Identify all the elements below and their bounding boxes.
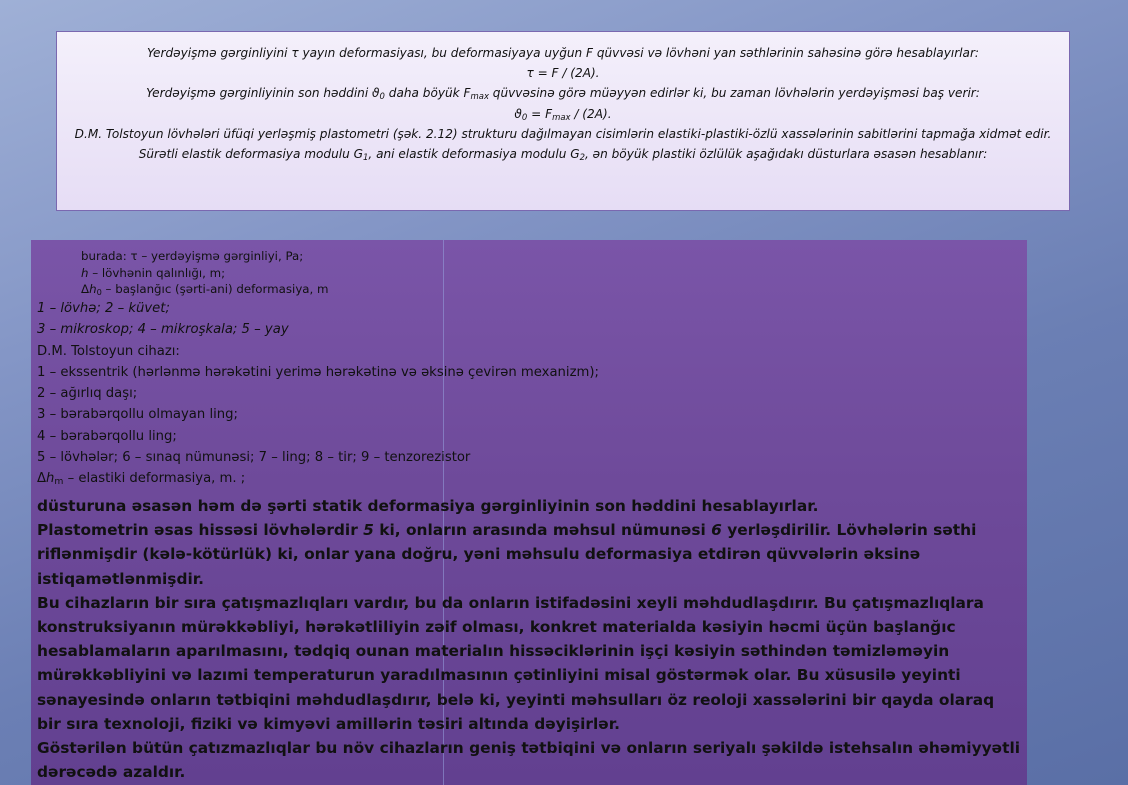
parts-line-7: 4 – bərabərqollu ling; [37, 428, 177, 444]
parts-line-4: 1 – ekssentrik (hərlənmə hərəkətini yerimə hərəkətinə və əksinə çevirən mexanizm); [37, 364, 599, 380]
modulus-sentence: Sürətli elastik deformasiya modulu $G_1$, ani elastik deformasiya modulu $G_2$, ən böyük plastiki özlülük aşağıdakı düsturlara əsasən hesablanır: [138, 147, 988, 163]
shear-stress-formula: τ = F / (2A). [526, 66, 600, 81]
parts-line-1: 1 – lövhə; 2 – küvet; [37, 301, 170, 316]
body-text [37, 494, 1022, 784]
parts-line-5: 2 – ağırlıq daşı; [37, 386, 138, 402]
legend-tau: burada: τ – yerdəyişmə gərginliyi, Pa; [81, 249, 304, 263]
body-paragraph-1: düsturuna əsasən həm də şərti statik deformasiya gərginliyinin son həddini hesablayırlar. [37, 497, 819, 515]
device-caption: D.M. Tolstoyun cihazı: [37, 343, 180, 359]
plastometer-description: D.M. Tolstoyun lövhələri üfüqi yerləşmiş plastometri (şək. 2.12) strukturu dağılmayan cisimlərin elastiki-plastiki-özlü xassələrinin sabitlərini tapmağa xidmət edir. [74, 126, 1052, 141]
body-paragraph-2: Plastometrin əsas hissəsi lövhələrdir 5 ki, onların arasında məhsul nümunəsi 6 yerləşdirilir. Lövhələrin səthi riflənmişdir (kələ-kötürlük) ki, onlar yana doğru, yəni məhsulu deformasiya etdirən qüvvələrin əksinə istiqamətlənmişdir. [37, 521, 977, 588]
body-paragraph-3: Bu cihazların bir sıra çatışmazlıqları vardır, bu da onların istifadəsini xeyli məhdudlaşdırır. Bu çatışmazlıqlara konstruksiyanın mürəkkəbliyi, hərəkətliliyin zəif olması, konkret materialda kəsiyin həcmi üçün başlanğıc hesablamaların aparılmasını, tədqiq ounan materialın hissəciklərinin işçi kəsiyin səthindən təmizləməyin mürəkkəbliyini və lazımi temperaturun yaradılmasının çətinliyini misal göstərmək olar. Bu xüsusilə yeyinti sənayesində onların tətbiqini məhdudlaşdırır, belə ki, yeyinti məhsulları öz reoloji xassələrini bir qayda olaraq bir sıra texnoloji, fiziki və kimyəvi amillərin təsiri altında dəyişirlər. [37, 593, 995, 733]
yield-limit-formula: $ϑ_0 = F_{max} / (2A)$. [514, 106, 612, 122]
formula-legend [81, 248, 329, 298]
parts-line-6: 3 – bərabərqollu olmayan ling; [37, 407, 238, 423]
legend-h: h – lövhənin qalınlığı, m; [81, 265, 226, 280]
parts-line-2: 3 – mikroskop; 4 – mikroşkala; 5 – yay [37, 322, 289, 338]
body-paragraph-4: Göstərilən bütün çatızmazlıqlar bu növ cihazların geniş tətbiqini və onların seriyalı şəkildə istehsalın əhəmiyyətli dərəcədə azaldır. [37, 739, 1020, 782]
device-parts-list [37, 298, 599, 490]
parts-line-9: $\Delta h_m$ – elastiki deformasiya, m. ; [37, 471, 246, 488]
shear-stress-sentence: Yerdəyişmə gərginliyini τ yayın deformasiyası, bu deformasiyaya uyğun F qüvvəsi və lövhəni yan səthlərinin sahəsinə görə hesablayırlar: [147, 46, 979, 60]
legend-delta-h0: $\Delta h_0$ – başlanğıc (şərti-ani) deformasiya, m [81, 282, 329, 297]
parts-line-8: 5 – lövhələr; 6 – sınaq nümunəsi; 7 – ling; 8 – tir; 9 – tenzorezistor [37, 450, 471, 466]
intro-text-box [56, 31, 1070, 211]
yield-limit-sentence: Yerdəyişmə gərginliyinin son həddini $ϑ_0$ daha böyük $F_{max}$ qüvvəsinə görə müəyyən edirlər ki, bu zaman lövhələrin yerdəyişməsi baş verir: [146, 86, 980, 102]
